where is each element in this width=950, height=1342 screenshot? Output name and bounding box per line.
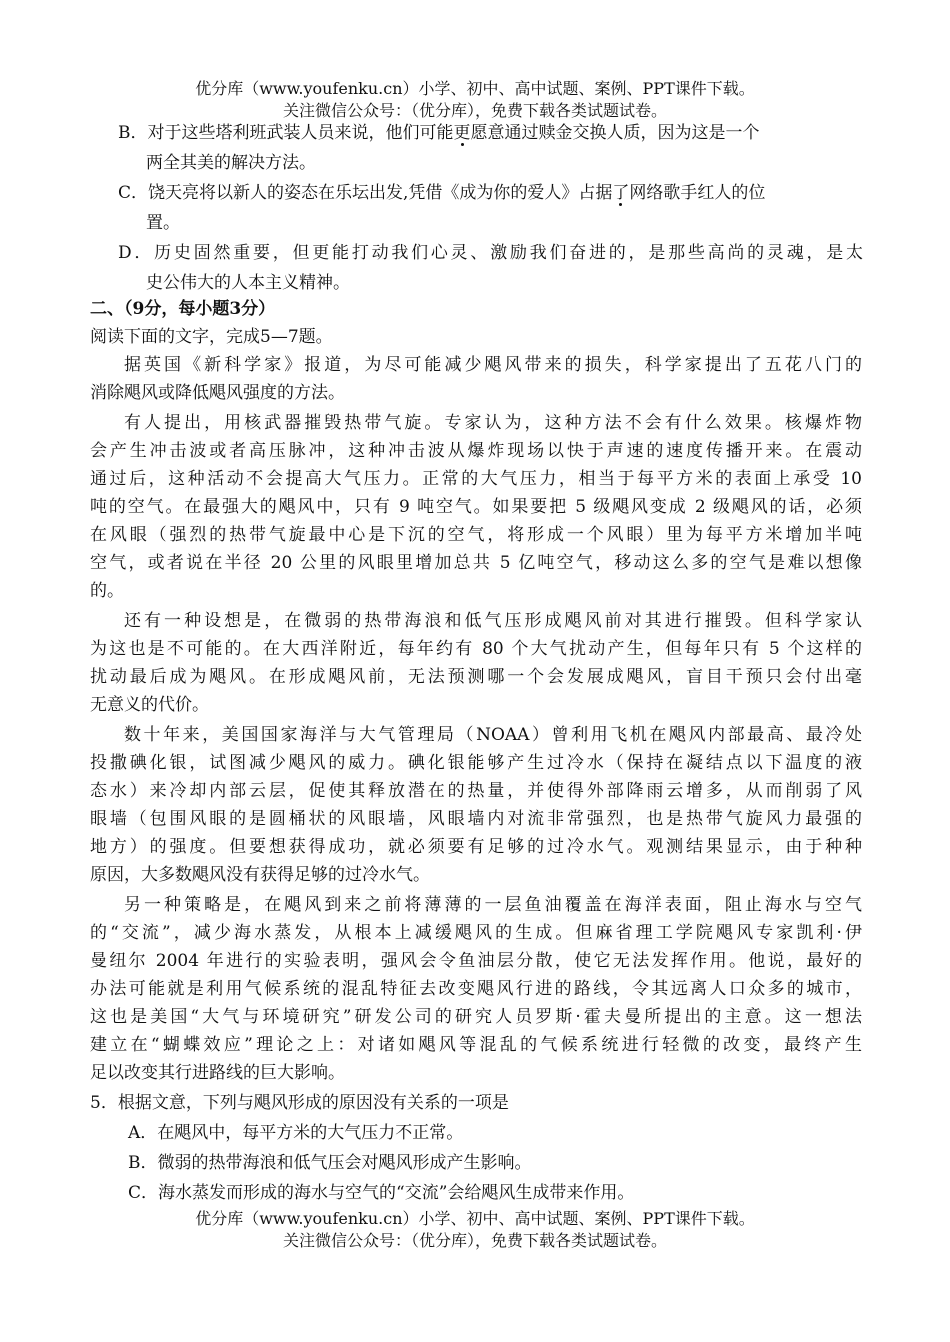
section-title: 二、（9分，每小题3分）: [90, 299, 276, 319]
passage-line: 据英国《新科学家》报道，为尽可能减少飓风带来的损失，科学家提出了五花八门的: [124, 355, 862, 375]
option-b-line1: B．对于这些塔利班武装人员来说，他们可能更愿意通过赎金交换人质，因为这是一个: [118, 123, 760, 143]
section-instruction: 阅读下面的文字，完成5—7题。: [90, 327, 333, 347]
passage-line: 通过后，这种活动不会提高大气压力。正常的大气压力，相当于每平方米的表面上承受 10: [90, 469, 862, 489]
option-c-line2: 置。: [146, 213, 180, 233]
passage-line: 有人提出，用核武器摧毁热带气旋。专家认为，这种方法不会有什么效果。核爆炸物: [124, 413, 862, 433]
passage-line: 态水）来冷却内部云层，促使其释放潜在的热量，并使得外部降雨云增多，从而削弱了风: [90, 781, 862, 801]
passage-line: 还有一种设想是，在微弱的热带海浪和低气压形成飓风前对其进行摧毁。但科学家认: [124, 611, 862, 631]
question-5-option-b: B．微弱的热带海浪和低气压会对飓风形成产生影响。: [128, 1153, 532, 1173]
option-d-line1: D．历史固然重要，但更能打动我们心灵、激励我们奋进的，是那些高尚的灵魂，是太: [118, 243, 863, 263]
option-c-line1: C．饶天亮将以新人的姿态在乐坛出发,凭借《成为你的爱人》占据了网络歌手红人的位: [118, 183, 766, 203]
passage-line: 消除飓风或降低飓风强度的方法。: [90, 383, 345, 403]
site-footer-line2: 关注微信公众号：（优分库），免费下载各类试题试卷。: [282, 1231, 667, 1250]
passage-line: 无意义的代价。: [90, 695, 209, 715]
passage-line: 曼纽尔 2004 年进行的实验表明，强风会令鱼油层分散，使它无法发挥作用。他说，最好的: [90, 951, 862, 971]
passage-line: 会产生冲击波或者高压脉冲，这种冲击波从爆炸现场以快于声速的速度传播开来。在震动: [90, 441, 862, 461]
passage-line: 吨的空气。在最强大的飓风中，只有 9 吨空气。如果要把 5 级飓风变成 2 级飓风的话，必须: [90, 497, 862, 517]
passage-line: 这也是美国“大气与环境研究”研发公司的研究人员罗斯·霍夫曼所提出的主意。这一想法: [90, 1007, 862, 1027]
question-5-option-a: A．在飓风中，每平方米的大气压力不正常。: [128, 1123, 464, 1143]
site-footer-line1: 优分库（www.youfenku.cn）小学、初中、高中试题、案例、PPT课件下载。: [195, 1209, 755, 1228]
passage-line: 的“交流”，减少海水蒸发，从根本上减缓飓风的生成。但麻省理工学院飓风专家凯利·伊: [90, 923, 862, 943]
passage-line: 投撒碘化银，试图减少飓风的威力。碘化银能够产生过冷水（保持在凝结点以下温度的液: [90, 753, 862, 773]
passage-line: 建立在“蝴蝶效应”理论之上：对诸如飓风等混乱的气候系统进行轻微的改变，最终产生: [90, 1035, 862, 1055]
option-d-line2: 史公伟大的人本主义精神。: [146, 273, 350, 293]
question-5-option-c: C．海水蒸发而形成的海水与空气的“交流”会给飓风生成带来作用。: [128, 1183, 635, 1203]
passage-line: 数十年来，美国国家海洋与大气管理局（NOAA）曾利用飞机在飓风内部最高、最冷处: [124, 725, 862, 745]
passage-line: 在风眼（强烈的热带气旋最中心是下沉的空气，将形成一个风眼）里为每平方米增加半吨: [90, 525, 862, 545]
passage-line: 原因，大多数飓风没有获得足够的过冷水气。: [90, 865, 430, 885]
passage-line: 地方）的强度。但要想获得成功，就必须要有足够的过冷水气。观测结果显示，由于种种: [90, 837, 862, 857]
site-banner-line2: 关注微信公众号：（优分库），免费下载各类试题试卷。: [282, 101, 667, 120]
passage-line: 扰动最后成为飓风。在形成飓风前，无法预测哪一个会发展成飓风，盲目干预只会付出毫: [90, 667, 862, 687]
passage-line: 空气，或者说在半径 20 公里的风眼里增加总共 5 亿吨空气，移动这么多的空气是难以想像: [90, 553, 862, 573]
site-banner-line1: 优分库（www.youfenku.cn）小学、初中、高中试题、案例、PPT课件下载。: [195, 79, 755, 98]
passage-line: 另一种策略是，在飓风到来之前将薄薄的一层鱼油覆盖在海洋表面，阻止海水与空气: [124, 895, 862, 915]
passage-line: 为这也是不可能的。在大西洋附近，每年约有 80 个大气扰动产生，但每年只有 5 个这样的: [90, 639, 862, 659]
option-b-line2: 两全其美的解决方法。: [146, 153, 316, 173]
passage-line: 的。: [90, 581, 124, 601]
passage-line: 眼墙（包围风眼的是圆桶状的风眼墙，风眼墙内对流非常强烈，也是热带气旋风力最强的: [90, 809, 862, 829]
passage-line: 办法可能就是利用气候系统的混乱特征去改变飓风行进的路线，令其远离人口众多的城市，: [90, 979, 862, 999]
question-5-stem: 5．根据文意，下列与飓风形成的原因没有关系的一项是: [90, 1093, 509, 1113]
passage-line: 足以改变其行进路线的巨大影响。: [90, 1063, 345, 1083]
